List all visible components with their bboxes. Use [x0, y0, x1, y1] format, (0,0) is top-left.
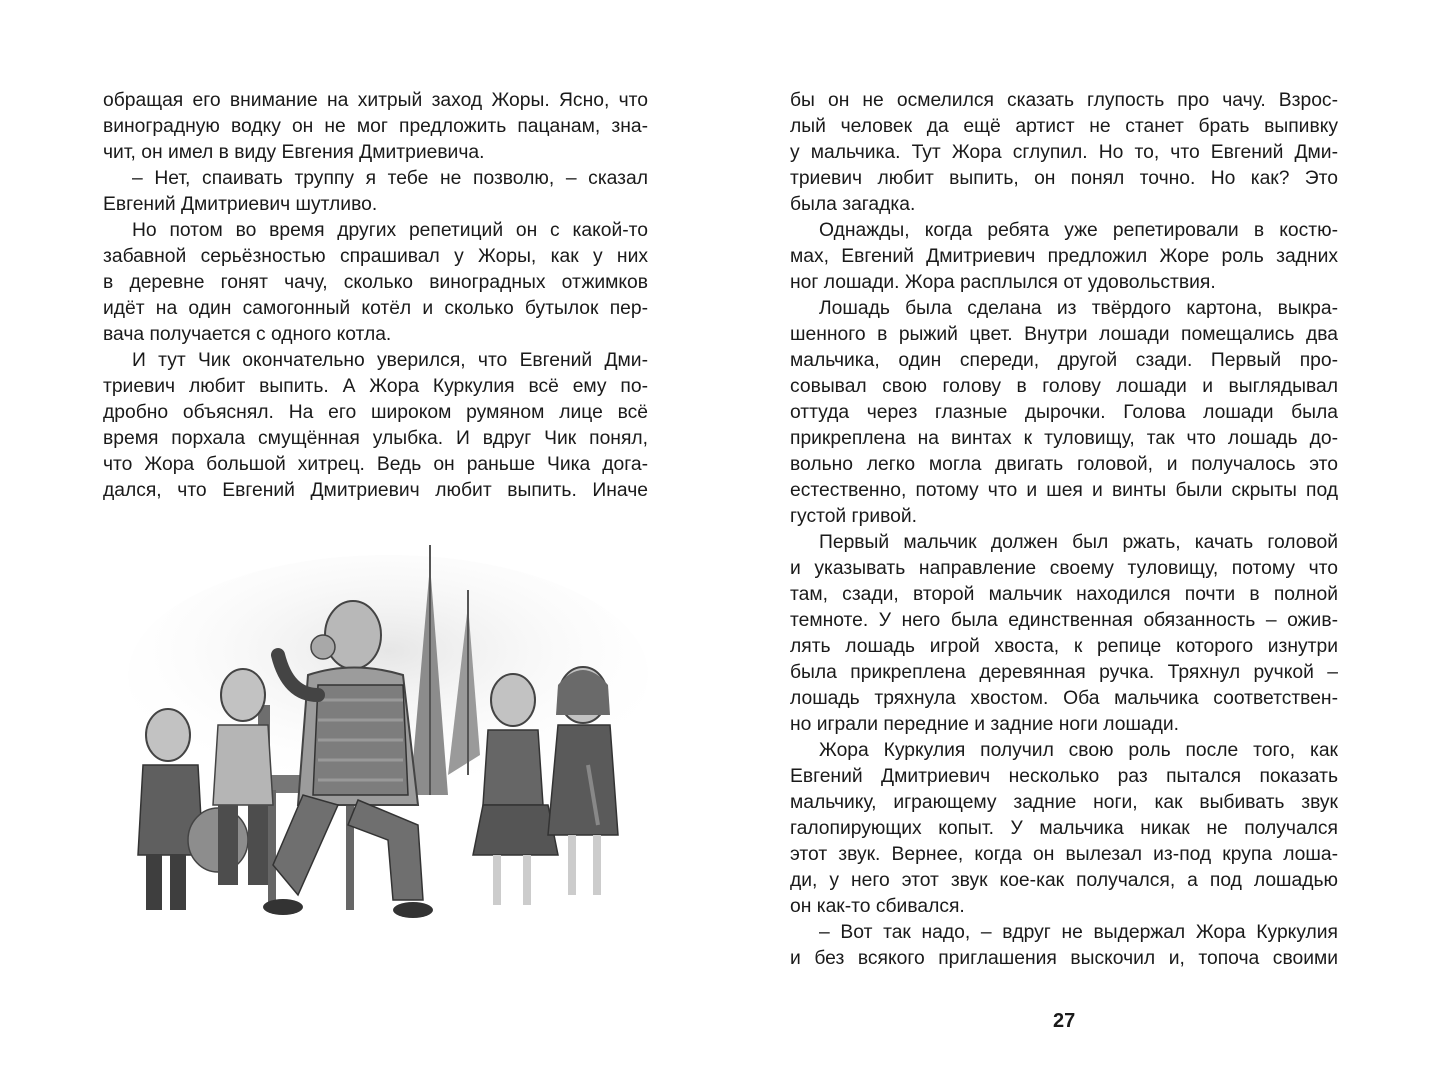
text-line: прикреплена на винтах к туловищу, так что лошадь до-	[790, 428, 1338, 449]
text-line: Однажды, когда ребята уже репетировали в костю-	[819, 220, 1338, 241]
text-line: ди, у него этот звук кое-как получался, а под лошадью	[790, 870, 1338, 891]
text-line: Жора Куркулия получил свою роль после того, как	[819, 740, 1338, 761]
illustration	[118, 535, 648, 930]
text-line: Евгений Дмитриевич шутливо.	[103, 194, 378, 215]
text-line: лошадь тряхнула хвостом. Оба мальчика соответствен-	[790, 688, 1338, 709]
text-line: оттуда через глазные дырочки. Голова лошади была	[790, 402, 1338, 423]
text-line: триевич любит выпить. А Жора Куркулия всё ему по-	[103, 376, 648, 397]
text-line: естественно, потому что и шея и винты были скрыты под	[790, 480, 1338, 501]
illustration-man-eating-with-children-icon	[118, 535, 648, 930]
text-line: он как-то сбивался.	[790, 896, 965, 917]
text-line: мальчика, один спереди, другой сзади. Первый про-	[790, 350, 1338, 371]
text-line: была загадка.	[790, 194, 916, 215]
text-line: вача получается с одного котла.	[103, 324, 392, 345]
text-line: идёт на один самогонный котёл и сколько бутылок пер-	[103, 298, 648, 319]
text-line: лять лошадь игрой хвоста, к репице которого изнутри	[790, 636, 1338, 657]
text-line: в деревне гонят чачу, сколько виноградных отжимков	[103, 272, 648, 293]
text-line: шенного в рыжий цвет. Внутри лошади помещались два	[790, 324, 1338, 345]
text-line: совывал свою голову в голову лошади и выглядывал	[790, 376, 1338, 397]
text-line: дался, что Евгений Дмитриевич любит выпить. Иначе	[103, 480, 648, 501]
text-line: Евгений Дмитриевич несколько раз пытался показать	[790, 766, 1338, 787]
text-line: Первый мальчик должен был ржать, качать головой	[819, 532, 1338, 553]
text-line: виноградную водку он не мог предложить пацанам, зна-	[103, 116, 648, 137]
text-line: что Жора большой хитрец. Ведь он раньше Чика дога-	[103, 454, 648, 475]
text-line: и указывать направление своему туловищу, потому что	[790, 558, 1338, 579]
text-line: но играли передние и задние ноги лошади.	[790, 714, 1180, 735]
text-line: И тут Чик окончательно уверился, что Евгений Дми-	[132, 350, 648, 371]
page-number: 27	[1053, 1010, 1076, 1032]
text-line: обращая его внимание на хитрый заход Жоры. Ясно, что	[103, 90, 648, 111]
text-line: вольно легко могла двигать головой, и получалось это	[790, 454, 1338, 475]
text-line: бы он не осмелился сказать глупость про чачу. Взрос-	[790, 90, 1338, 111]
text-line: густой гривой.	[790, 506, 917, 527]
text-line: там, сзади, второй мальчик находился почти в полной	[790, 584, 1338, 605]
text-line: ног лошади. Жора расплылся от удовольствия.	[790, 272, 1216, 293]
text-line: время порхала смущённая улыбка. И вдруг Чик понял,	[103, 428, 648, 449]
left-page-text	[103, 88, 648, 504]
text-line: чит, он имел в виду Евгения Дмитриевича.	[103, 142, 485, 163]
text-line: забавной серьёзностью спрашивал у Жоры, как у них	[103, 246, 648, 267]
text-line: лый человек да ещё артист не станет брать выпивку	[790, 116, 1338, 137]
text-line: – Вот так надо, – вдруг не выдержал Жора Куркулия	[819, 922, 1338, 943]
text-line: и без всякого приглашения выскочил и, топоча своими	[790, 948, 1338, 969]
right-page-text	[790, 88, 1338, 972]
text-line: Но потом во время других репетиций он с какой-то	[132, 220, 648, 241]
text-line: темноте. У него была единственная обязанность – ожив-	[790, 610, 1338, 631]
text-line: – Нет, спаивать труппу я тебе не позволю, – сказал	[132, 168, 648, 189]
text-line: мах, Евгений Дмитриевич предложил Жоре роль задних	[790, 246, 1338, 267]
text-line: триевич любит выпить, он понял точно. Но как? Это	[790, 168, 1338, 189]
text-line: у мальчика. Тут Жора сглупил. Но то, что Евгений Дми-	[790, 142, 1338, 163]
girl-right-figure	[548, 667, 618, 895]
text-line: мальчику, играющему задние ноги, как выбивать звук	[790, 792, 1338, 813]
text-line: дробно объяснял. На его широком румяном лице всё	[103, 402, 648, 423]
text-line: галопирующих копыт. У мальчика никак не получался	[790, 818, 1338, 839]
text-line: Лошадь была сделана из твёрдого картона, выкра-	[819, 298, 1338, 319]
text-line: была прикреплена деревянная ручка. Тряхнул ручкой –	[790, 662, 1338, 683]
text-line: этот звук. Вернее, когда он вылезал из-под крупа лоша-	[790, 844, 1338, 865]
